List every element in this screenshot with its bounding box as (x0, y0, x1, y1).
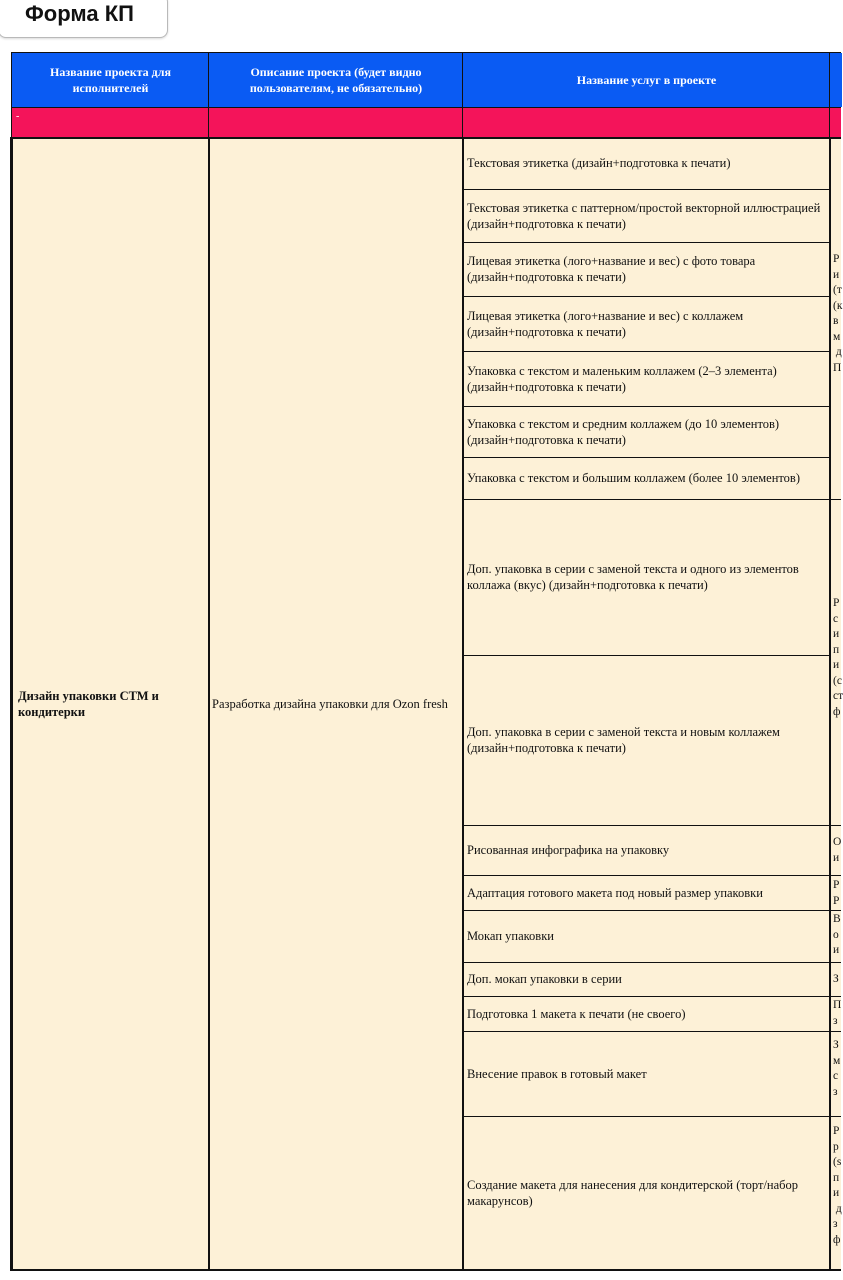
service-name: Рисованная инфографика на упаковку (467, 843, 670, 857)
service-row[interactable] (463, 1116, 830, 1270)
header-project-description[interactable]: Описание проекта (будет видно пользователям, не обязательно) (209, 53, 463, 107)
grid-line (463, 655, 830, 656)
grid-line (10, 1269, 841, 1271)
grid-line (463, 296, 830, 297)
service-name: Упаковка с текстом и большим коллажем (более 10 элементов) (467, 471, 801, 485)
service-row[interactable] (463, 875, 830, 910)
grid-line (463, 457, 830, 458)
service-row[interactable] (463, 137, 830, 189)
service-name: Упаковка с текстом и средним коллажем (до 10 элементов) (дизайн+подготовка к печати) (467, 416, 780, 447)
grid-line (463, 499, 841, 500)
header-project-name[interactable]: Название проекта для исполнителей (12, 53, 209, 107)
cutoff-description[interactable]: Р и (т (к в м д П (833, 253, 843, 374)
grid-line (462, 137, 464, 1270)
grid-line (463, 189, 830, 190)
grid-line (11, 137, 841, 139)
service-name: Создание макета для нанесения для кондитерской (торт/набор макарунсов) (467, 1178, 799, 1208)
cutoff-description[interactable]: О и (833, 836, 842, 864)
grid-line (463, 1116, 841, 1117)
service-name: Подготовка 1 макета к печати (не своего) (467, 1006, 686, 1021)
service-row[interactable] (463, 296, 830, 351)
service-name: Адаптация готового макета под новый размер упаковки (467, 885, 763, 900)
service-row[interactable] (463, 996, 830, 1031)
grid-line (829, 137, 831, 1270)
grid-line (462, 52, 463, 138)
service-row[interactable] (463, 910, 830, 962)
grid-line (11, 107, 841, 108)
grid-line (463, 825, 841, 826)
grid-line (11, 52, 841, 53)
cutoff-description[interactable]: Р Р (833, 879, 840, 907)
service-name: Текстовая этикетка (дизайн+подготовка к печати) (467, 156, 731, 170)
pink-row-cell-1[interactable] (12, 107, 209, 137)
service-name: Доп. упаковка в серии с заменой текста и новым коллажем (дизайн+подготовка к печати) (467, 725, 780, 755)
cutoff-description[interactable]: В о и (833, 913, 841, 956)
grid-line (463, 875, 841, 876)
project-description: Разработка дизайна упаковки для Ozon fresh (212, 696, 448, 711)
project-description-cell[interactable] (210, 138, 463, 1269)
service-row[interactable] (463, 825, 830, 875)
grid-line (829, 52, 830, 138)
project-name-cell[interactable] (14, 138, 208, 1269)
service-name: Лицевая этикетка (лого+название и вес) с коллажем (дизайн+подготовка к печати) (467, 308, 744, 339)
pink-row-cell-3[interactable] (463, 107, 830, 137)
form-title: Форма КП (25, 1, 134, 26)
grid-line (463, 962, 841, 963)
pink-row-cell-4[interactable] (830, 107, 841, 137)
grid-line (463, 351, 830, 352)
grid-line (208, 137, 210, 1270)
grid-line (463, 406, 830, 407)
cutoff-description[interactable]: П з (833, 999, 842, 1027)
service-row[interactable] (463, 406, 830, 457)
service-name: Доп. мокап упаковки в серии (467, 972, 622, 986)
grid-line (11, 52, 12, 138)
service-row[interactable] (463, 499, 830, 655)
service-name: Упаковка с текстом и маленьким коллажем (2–3 элемента) (дизайн+подготовка к печати) (467, 363, 777, 394)
header-next-column[interactable] (830, 53, 842, 107)
project-name: Дизайн упаковки СТМ и кондитерки (18, 688, 159, 719)
cutoff-description[interactable]: Р с и п и (с ст ф (833, 597, 843, 718)
service-name: Текстовая этикетка с паттерном/простой векторной иллюстрацией (дизайн+подготовка к печати) (467, 200, 821, 231)
service-name: Мокап упаковки (467, 929, 554, 943)
grid-line (10, 137, 13, 1270)
service-row[interactable] (463, 351, 830, 406)
service-row[interactable] (463, 242, 830, 296)
grid-line (463, 996, 841, 997)
cutoff-description[interactable]: З (833, 973, 839, 985)
grid-line (463, 910, 841, 911)
service-row[interactable] (463, 457, 830, 499)
pink-row-cell-2[interactable] (209, 107, 463, 137)
service-name: Лицевая этикетка (лого+название и вес) с фото товара (дизайн+подготовка к печати) (467, 254, 756, 284)
grid-line (463, 242, 830, 243)
service-row[interactable] (463, 1031, 830, 1116)
pink-row-marker: - (16, 111, 20, 122)
service-row[interactable] (463, 189, 830, 242)
header-service-names[interactable]: Название услуг в проекте (463, 53, 830, 107)
cutoff-description[interactable]: З м с з (833, 1039, 841, 1098)
grid-line (208, 52, 209, 138)
service-row[interactable] (463, 655, 830, 825)
grid-line (463, 1031, 841, 1032)
service-name: Доп. упаковка в серии с заменой текста и одного из элементов коллажа (вкус) (дизайн+подготовка к печати) (467, 562, 799, 592)
service-name: Внесение правок в готовый макет (467, 1066, 647, 1081)
cutoff-description[interactable]: Р р (s п и д з ф (833, 1125, 842, 1246)
service-row[interactable] (463, 962, 830, 996)
